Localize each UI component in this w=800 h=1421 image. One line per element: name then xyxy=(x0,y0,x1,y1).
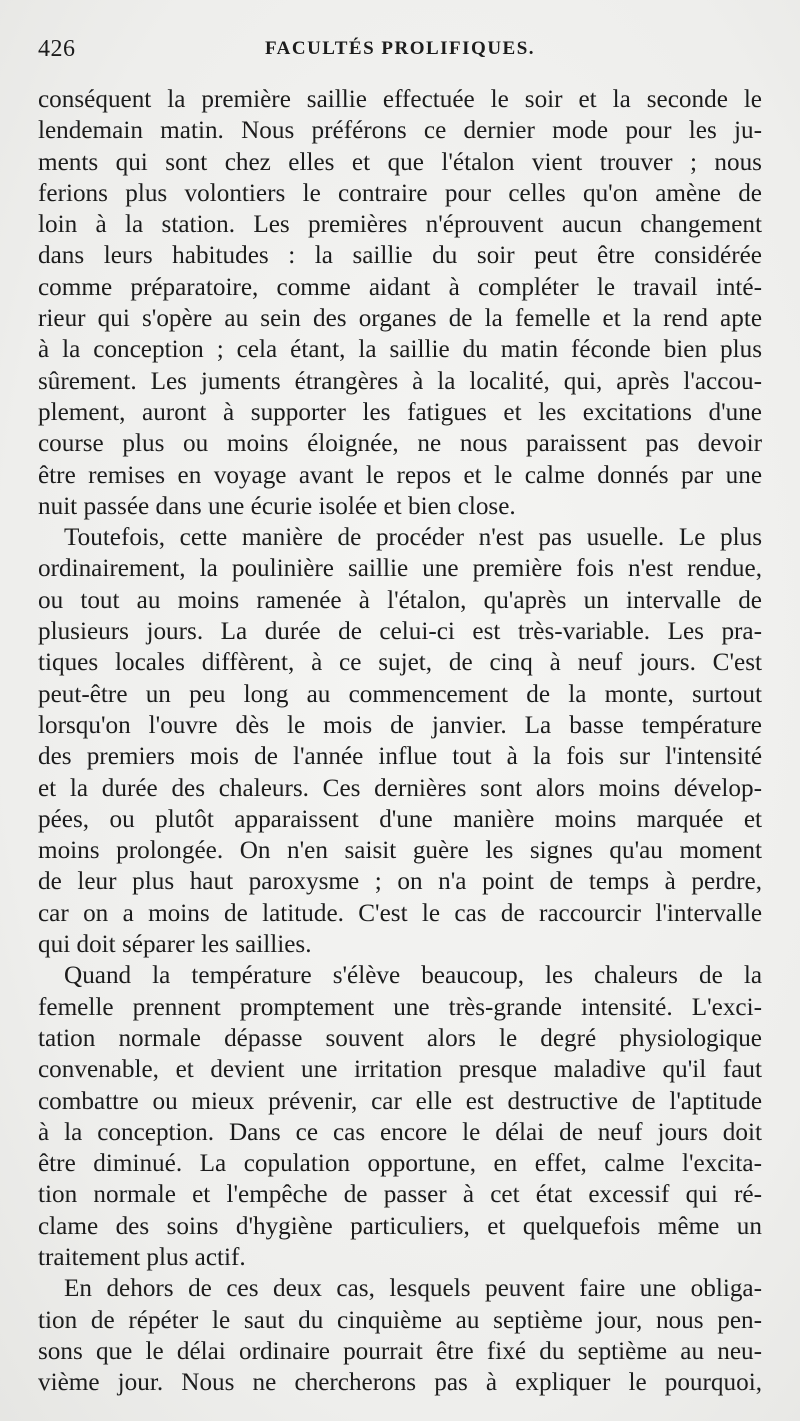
text-line: qui doit séparer les saillies. xyxy=(38,931,312,959)
text-line: tion normale et l'empêche de passer à cet état excessif qui ré- xyxy=(38,1181,762,1209)
text-line: sûrement. Les juments étrangères à la localité, qui, après l'accou- xyxy=(38,367,762,395)
text-line: car on a moins de latitude. C'est le cas de raccourcir l'intervalle xyxy=(38,899,762,927)
page-header xyxy=(38,30,762,84)
text-line: comme préparatoire, comme aidant à compléter le travail inté- xyxy=(38,273,762,301)
text-line: plusieurs jours. La durée de celui-ci est très-variable. Les pra- xyxy=(38,618,762,646)
text-line: combattre ou mieux prévenir, car elle est destructive de l'aptitude xyxy=(38,1087,762,1115)
text-line: clame des soins d'hygiène particuliers, et quelquefois même un xyxy=(38,1212,762,1240)
text-line: ferions plus volontiers le contraire pour celles qu'on amène de xyxy=(38,179,762,207)
text-line: loin à la station. Les premières n'éprouvent aucun changement xyxy=(38,211,762,239)
text-line: Quand la température s'élève beaucoup, les chaleurs de la xyxy=(64,962,762,990)
text-line: sons que le délai ordinaire pourrait être fixé du septième au neu- xyxy=(38,1337,762,1365)
text-line: lendemain matin. Nous préférons ce dernier mode pour les ju- xyxy=(38,117,762,145)
text-line: être remises en voyage avant le repos et le calme donnés par une xyxy=(38,461,762,489)
text-line: ou tout au moins ramenée à l'étalon, qu'après un intervalle de xyxy=(38,586,762,614)
text-line: de leur plus haut paroxysme ; on n'a point de temps à perdre, xyxy=(38,868,762,896)
text-line: lorsqu'on l'ouvre dès le mois de janvier. La basse température xyxy=(38,711,762,739)
text-line: tion de répéter le saut du cinquième au septième jour, nous pen- xyxy=(38,1306,762,1334)
text-line: course plus ou moins éloignée, ne nous paraissent pas devoir xyxy=(38,430,762,458)
text-line: dans leurs habitudes : la saillie du soir peut être considérée xyxy=(38,242,762,270)
text-line: des premiers mois de l'année influe tout à la fois sur l'intensité xyxy=(38,743,762,771)
text-line: à la conception ; cela étant, la saillie du matin féconde bien plus xyxy=(38,336,762,364)
paragraph xyxy=(38,960,762,1273)
text-line: En dehors de ces deux cas, lesquels peuvent faire une obliga- xyxy=(64,1275,762,1303)
paragraph xyxy=(38,84,762,522)
text-line: tation normale dépasse souvent alors le degré physiologique xyxy=(38,1024,762,1052)
text-line: ments qui sont chez elles et que l'étalon vient trouver ; nous xyxy=(38,148,762,176)
text-line: nuit passée dans une écurie isolée et bien close. xyxy=(38,492,516,520)
text-line: traitement plus actif. xyxy=(38,1243,246,1271)
paragraph xyxy=(38,1273,762,1398)
paragraph xyxy=(38,522,762,960)
running-title: FACULTÉS PROLIFIQUES. xyxy=(264,38,536,59)
page-number: 426 xyxy=(38,36,76,62)
text-line: et la durée des chaleurs. Ces dernières sont alors moins dévelop- xyxy=(38,774,762,802)
text-line: être diminué. La copulation opportune, en effet, calme l'excita- xyxy=(38,1150,762,1178)
text-line: moins prolongée. On n'en saisit guère les signes qu'au moment xyxy=(38,837,762,865)
body-text xyxy=(38,84,762,1398)
text-line: vième jour. Nous ne chercherons pas à expliquer le pourquoi, xyxy=(38,1369,762,1397)
text-line: tiques locales diffèrent, à ce sujet, de cinq à neuf jours. C'est xyxy=(38,649,762,677)
text-line: Toutefois, cette manière de procéder n'est pas usuelle. Le plus xyxy=(64,524,762,552)
text-line: à la conception. Dans ce cas encore le délai de neuf jours doit xyxy=(38,1118,762,1146)
text-line: pées, ou plutôt apparaissent d'une manière moins marquée et xyxy=(38,805,762,833)
text-line: femelle prennent promptement une très-grande intensité. L'exci- xyxy=(38,993,762,1021)
text-line: peut-être un peu long au commencement de la monte, surtout xyxy=(38,680,762,708)
text-line: ordinairement, la poulinière saillie une première fois n'est rendue, xyxy=(38,555,762,583)
text-line: conséquent la première saillie effectuée le soir et la seconde le xyxy=(38,86,762,113)
text-line: convenable, et devient une irritation presque maladive qu'il faut xyxy=(38,1056,762,1084)
text-line: plement, auront à supporter les fatigues et les excitations d'une xyxy=(38,398,762,426)
text-line: rieur qui s'opère au sein des organes de la femelle et la rend apte xyxy=(38,305,762,333)
